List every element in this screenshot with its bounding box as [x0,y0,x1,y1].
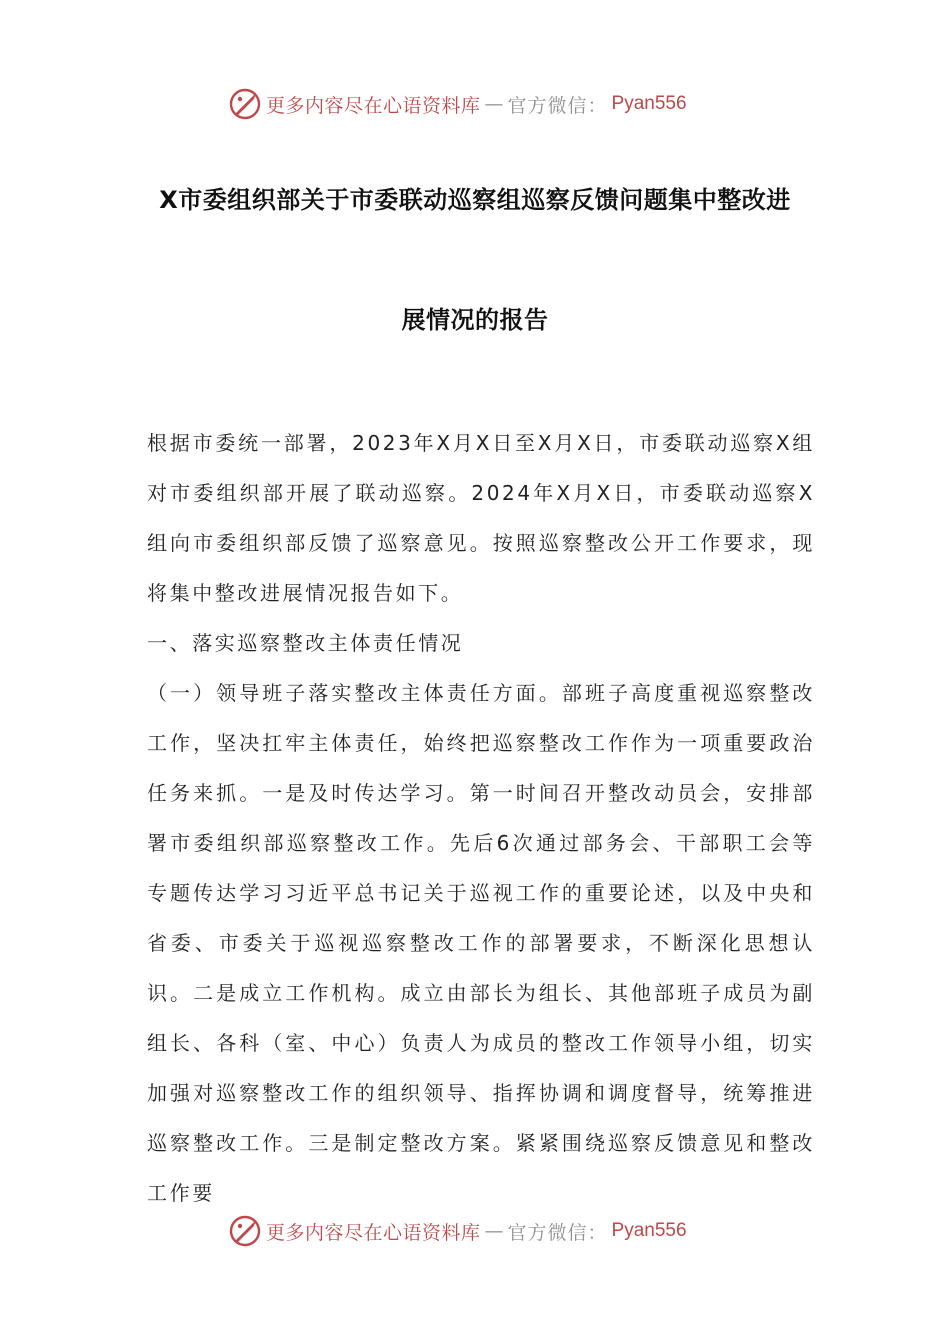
document-body [147,418,815,1218]
banner-dash: — [484,93,504,115]
section-heading: 一、落实巡察整改主体责任情况 [147,631,464,655]
banner-sub-text: 官方微信： [507,1221,608,1244]
quill-logo-icon [228,87,262,121]
header-banner [228,86,687,122]
banner-wechat-id: Pyan556 [611,93,687,114]
document-title-line-1: X市委组织部关于市委联动巡察组巡察反馈问题集中整改进 [159,186,791,214]
banner-sub-text: 官方微信： [507,94,608,117]
quill-logo-icon [228,1214,262,1248]
banner-main-text: 更多内容尽在心语资料库 [266,1221,481,1244]
banner-dash: — [484,1220,504,1242]
document-title-line-2: 展情况的报告 [401,306,549,334]
banner-main-text: 更多内容尽在心语资料库 [266,94,481,117]
footer-banner [228,1213,687,1249]
paragraph-intro: 根据市委统一部署，2023年X月X日至X月X日，市委联动巡察X组对市委组织部开展了联动巡察。2024年X月X日，市委联动巡察X组向市委组织部反馈了巡察意见。按照巡察整改公开工作要求，现将集中整改进展情况报告如下。 [147,431,815,605]
banner-wechat-id: Pyan556 [611,1220,687,1241]
paragraph-leadership: （一）领导班子落实整改主体责任方面。部班子高度重视巡察整改工作，坚决扛牢主体责任，始终把巡察整改工作作为一项重要政治任务来抓。一是及时传达学习。第一时间召开整改动员会，安排部署市委组织部巡察整改工作。先后6次通过部务会、干部职工会等专题传达学习习近平总书记关于巡视工作的重要论述，以及中央和省委、市委关于巡视巡察整改工作的部署要求，不断深化思想认识。二是成立工作机构。成立由部长为组长、其他部班子成员为副组长、各科（室、中心）负责人为成员的整改工作领导小组，切实加强对巡察整改工作的组织领导、指挥协调和调度督导，统筹推进巡察整改工作。三是制定整改方案。紧紧围绕巡察反馈意见和整改工作要 [147,681,815,1205]
